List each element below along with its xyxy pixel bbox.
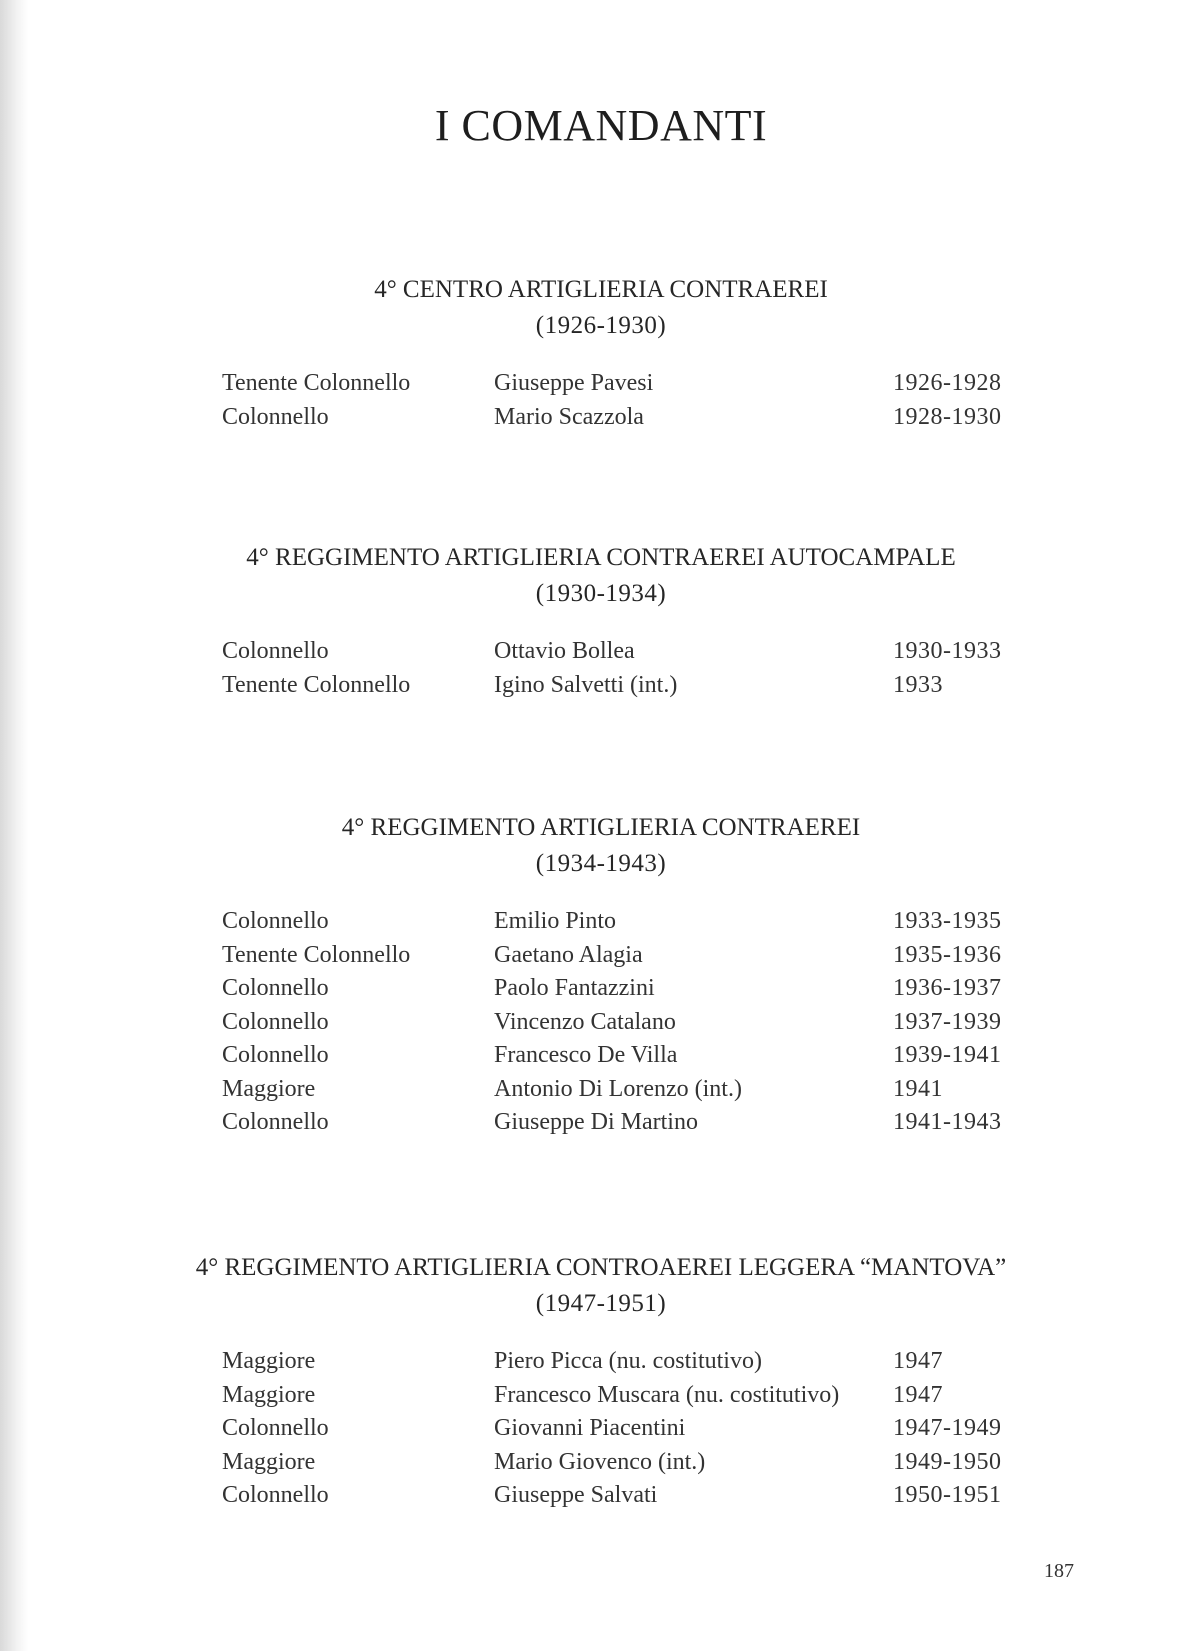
rank: Colonnello	[222, 1109, 329, 1135]
section-years: (1947-1951)	[535, 1290, 667, 1317]
section-reggimento-1934	[0, 810, 1202, 1143]
rank: Colonnello	[222, 908, 329, 934]
commander-row	[0, 975, 1202, 1009]
command-period: 1950-1951	[893, 1482, 1002, 1508]
command-period: 1933-1935	[893, 908, 1002, 934]
commander-name: Giuseppe Salvati	[494, 1482, 658, 1508]
rank: Colonnello	[222, 1008, 329, 1035]
rank: Colonnello	[222, 1482, 329, 1508]
commanders-list	[0, 370, 1202, 437]
commander-name: Giovanni Piacentini	[494, 1415, 686, 1441]
commander-row	[0, 370, 1202, 404]
commander-row	[0, 1042, 1202, 1076]
rank: Colonnello	[222, 403, 329, 430]
commander-name: Mario Giovenco (int.)	[494, 1448, 706, 1475]
commander-row	[0, 1109, 1202, 1143]
command-period: 1937-1939	[893, 1008, 1002, 1035]
commander-name: Vincenzo Catalano	[494, 1008, 676, 1035]
commander-name: Paolo Fantazzini	[494, 975, 655, 1001]
commander-row	[0, 1449, 1202, 1483]
command-period: 1928-1930	[893, 403, 1002, 430]
commander-row	[0, 1415, 1202, 1449]
rank: Tenente Colonnello	[222, 370, 411, 396]
rank: Colonnello	[222, 1042, 329, 1068]
section-years: (1930-1934)	[535, 580, 667, 607]
command-period: 1947-1949	[893, 1415, 1002, 1441]
command-period: 1941-1943	[893, 1109, 1002, 1135]
section-heading: 4° REGGIMENTO ARTIGLIERIA CONTRAEREI	[341, 814, 861, 841]
command-period: 1947	[893, 1348, 943, 1374]
rank: Maggiore	[222, 1381, 316, 1408]
rank: Colonnello	[222, 638, 329, 664]
commanders-list	[0, 908, 1202, 1143]
rank: Tenente Colonnello	[222, 671, 411, 698]
section-heading: 4° REGGIMENTO ARTIGLIERIA CONTROAEREI LEGGERA “MANTOVA”	[195, 1254, 1007, 1281]
rank: Maggiore	[222, 1075, 316, 1102]
command-period: 1947	[893, 1381, 943, 1408]
section-heading: 4° CENTRO ARTIGLIERIA CONTRAEREI	[374, 276, 828, 303]
commander-name: Francesco De Villa	[494, 1042, 678, 1068]
section-centro-1926	[0, 272, 1202, 437]
commander-row	[0, 672, 1202, 706]
commander-name: Mario Scazzola	[494, 403, 644, 430]
section-years: (1926-1930)	[535, 312, 667, 339]
commander-name: Igino Salvetti (int.)	[494, 671, 678, 698]
command-period: 1936-1937	[893, 975, 1002, 1001]
commander-row	[0, 1076, 1202, 1110]
page-number: 187	[1044, 1560, 1074, 1582]
commander-name: Ottavio Bollea	[494, 638, 635, 664]
commander-name: Piero Picca (nu. costitutivo)	[494, 1348, 762, 1374]
commander-row	[0, 1348, 1202, 1382]
commander-row	[0, 942, 1202, 976]
rank: Colonnello	[222, 1415, 329, 1441]
page-title: I COMANDANTI	[434, 101, 768, 150]
command-period: 1933	[893, 671, 943, 698]
commanders-list	[0, 1348, 1202, 1516]
command-period: 1935-1936	[893, 941, 1002, 968]
command-period: 1949-1950	[893, 1448, 1002, 1475]
section-reggimento-1930	[0, 540, 1202, 705]
section-reggimento-mantova-1947	[0, 1250, 1202, 1516]
rank: Maggiore	[222, 1348, 316, 1374]
commander-row	[0, 908, 1202, 942]
commander-row	[0, 638, 1202, 672]
command-period: 1939-1941	[893, 1042, 1002, 1068]
section-years: (1934-1943)	[535, 850, 667, 877]
rank: Maggiore	[222, 1448, 316, 1475]
commander-row	[0, 404, 1202, 438]
rank: Colonnello	[222, 975, 329, 1001]
command-period: 1926-1928	[893, 370, 1002, 396]
commander-row	[0, 1382, 1202, 1416]
commander-name: Gaetano Alagia	[494, 941, 643, 968]
command-period: 1941	[893, 1075, 943, 1102]
commander-name: Antonio Di Lorenzo (int.)	[494, 1075, 742, 1102]
commander-row	[0, 1482, 1202, 1516]
section-heading: 4° REGGIMENTO ARTIGLIERIA CONTRAEREI AUTOCAMPALE	[246, 544, 956, 571]
commander-name: Giuseppe Di Martino	[494, 1109, 698, 1135]
command-period: 1930-1933	[893, 638, 1002, 664]
rank: Tenente Colonnello	[222, 941, 411, 968]
commander-name: Emilio Pinto	[494, 908, 617, 934]
commander-name: Francesco Muscara (nu. costitutivo)	[494, 1381, 840, 1408]
commanders-list	[0, 638, 1202, 705]
commander-name: Giuseppe Pavesi	[494, 370, 654, 396]
commander-row	[0, 1009, 1202, 1043]
